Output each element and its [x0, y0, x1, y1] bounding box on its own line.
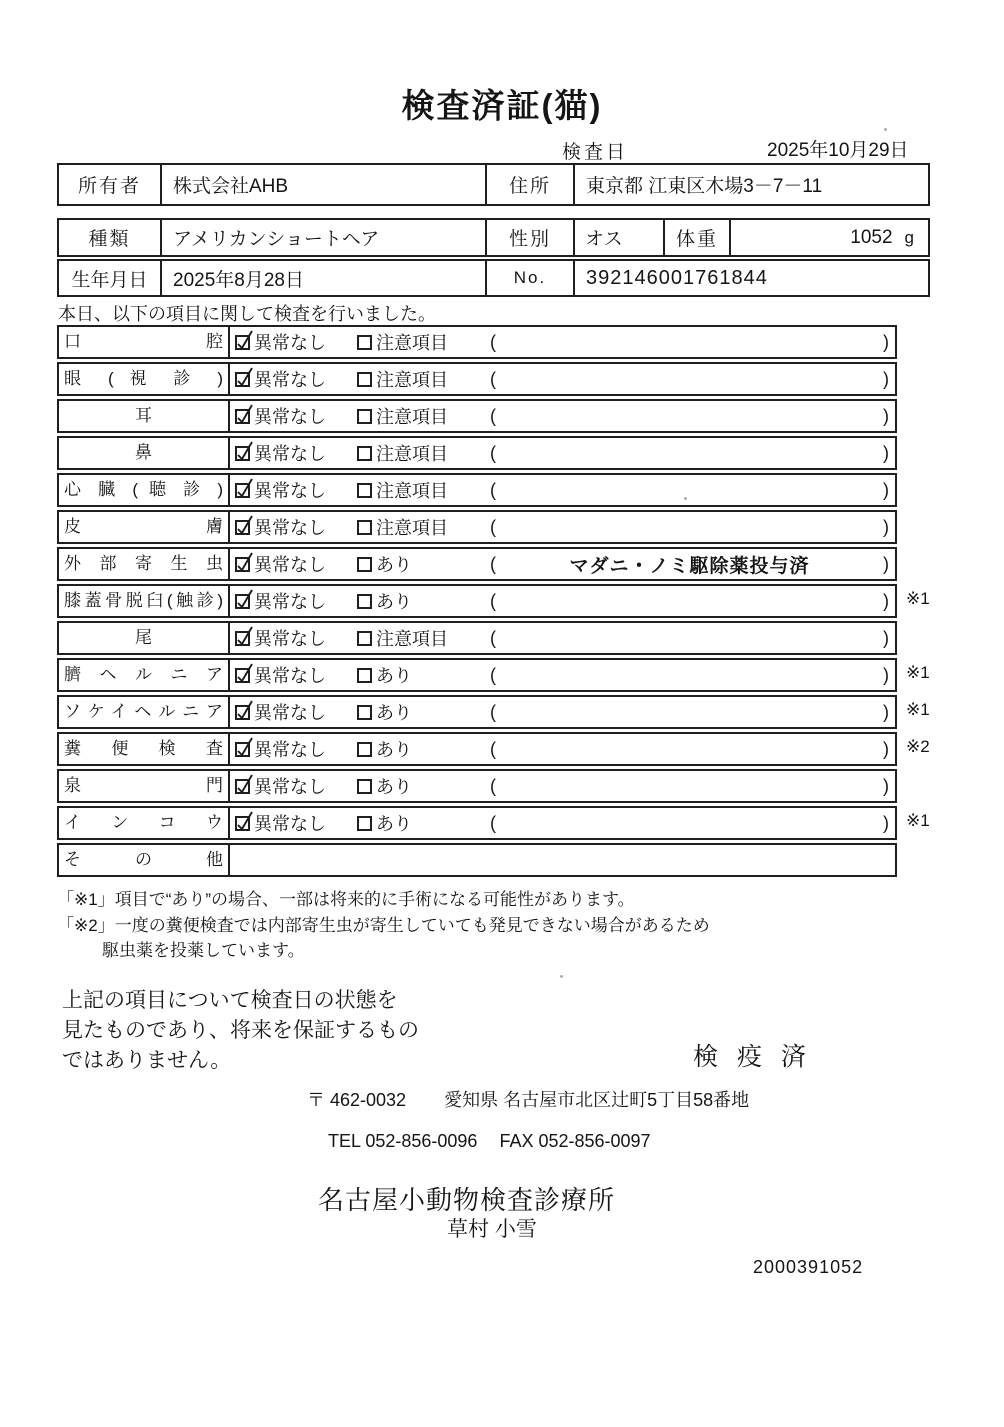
paren-close: ) [883, 442, 889, 463]
row-content [230, 438, 895, 468]
birth-label-text: 生年月日 [71, 269, 148, 291]
checklist-row [57, 843, 897, 877]
result-option-flag-label: 注意項目 [376, 481, 448, 501]
item-label: 膝蓋骨脱臼(触診) [59, 586, 230, 616]
page-title: 検査済証(猫) [401, 87, 603, 124]
result-option-normal [230, 773, 357, 799]
checkbox-unchecked-icon [357, 705, 372, 720]
paren-close: ) [883, 664, 889, 685]
paren-close: ) [883, 812, 889, 833]
scan-speck [884, 128, 887, 131]
result-option-flag [357, 477, 490, 503]
item-label: 鼻 [59, 438, 230, 468]
id-number-label: No. [487, 261, 575, 295]
row-content [230, 327, 895, 357]
footnote-marker: ※1 [906, 589, 930, 608]
item-label: そ の 他 [59, 845, 230, 875]
item-label: 耳 [59, 401, 230, 431]
remarks-field [490, 517, 895, 538]
checklist-row [57, 399, 897, 433]
footnote-marker: ※1 [906, 811, 930, 830]
checkbox-checked-icon [235, 668, 250, 683]
checkbox-checked-icon [235, 631, 250, 646]
item-label: 外 部 寄 生 虫 [59, 549, 230, 579]
result-option-flag-label: 注意項目 [376, 518, 448, 538]
row-content [230, 660, 895, 690]
result-option-flag [357, 551, 490, 577]
paren-open: ( [490, 590, 496, 611]
checkbox-unchecked-icon [357, 779, 372, 794]
paren-close: ) [883, 775, 889, 796]
result-option-normal [230, 551, 357, 577]
remarks-field [490, 551, 895, 578]
checklist-row [57, 362, 897, 396]
result-option-flag [357, 810, 490, 836]
row-content [230, 512, 895, 542]
paren-close: ) [883, 405, 889, 426]
checkbox-unchecked-icon [357, 520, 372, 535]
checklist-row [57, 621, 897, 655]
veterinarian-name: 草村 小雪 [447, 1218, 537, 1241]
checkbox-unchecked-icon [357, 446, 372, 461]
result-option-flag-label: あり [376, 740, 412, 760]
paren-open: ( [490, 627, 496, 648]
checklist-row [57, 769, 897, 803]
checklist-row [57, 325, 897, 359]
result-option-flag [357, 403, 490, 429]
result-option-normal-label: 異常なし [254, 629, 326, 649]
result-option-flag-label: 注意項目 [376, 444, 448, 464]
remarks-field [490, 443, 895, 464]
clinic-postal-code: 〒 462-0032 [307, 1090, 407, 1110]
remarks-field [490, 776, 895, 797]
breed-label: 種類 [59, 220, 162, 255]
result-option-normal [230, 366, 357, 392]
footnote-marker: ※1 [906, 700, 930, 719]
result-option-flag-label: あり [376, 555, 412, 575]
paren-close: ) [883, 368, 889, 389]
checkbox-checked-icon [235, 446, 250, 461]
item-label: 心 臓 ( 聴 診 ) [59, 475, 230, 505]
paren-close: ) [883, 516, 889, 537]
result-option-normal-label: 異常なし [254, 740, 326, 760]
row-content [230, 401, 895, 431]
remarks-field [490, 813, 895, 834]
paren-close: ) [883, 331, 889, 352]
result-option-flag [357, 625, 490, 651]
checkbox-checked-icon [235, 335, 250, 350]
scan-speck [560, 975, 563, 978]
result-option-normal [230, 662, 357, 688]
owner-table [57, 163, 930, 206]
result-option-flag [357, 773, 490, 799]
address-label: 住所 [487, 165, 575, 204]
paren-close: ) [883, 627, 889, 648]
owner-label: 所有者 [59, 165, 162, 204]
result-option-normal-label: 異常なし [254, 370, 326, 390]
result-option-normal-label: 異常なし [254, 814, 326, 834]
result-option-flag [357, 699, 490, 725]
result-option-normal [230, 477, 357, 503]
result-option-normal-label: 異常なし [254, 666, 326, 686]
sex-value: オス [575, 220, 665, 255]
result-option-normal-label: 異常なし [254, 592, 326, 612]
result-option-normal [230, 329, 357, 355]
row-content [230, 364, 895, 394]
disclaimer-line-1: 上記の項目について検査日の状態を [62, 989, 398, 1012]
checklist-row [57, 510, 897, 544]
scan-speck [684, 497, 687, 500]
checkbox-checked-icon [235, 742, 250, 757]
paren-open: ( [490, 479, 496, 500]
item-label: 眼 ( 視 診 ) [59, 364, 230, 394]
checkbox-unchecked-icon [357, 335, 372, 350]
result-option-flag [357, 662, 490, 688]
result-option-normal [230, 403, 357, 429]
checklist-row [57, 806, 930, 840]
paren-open: ( [490, 738, 496, 759]
paren-open: ( [490, 775, 496, 796]
result-option-normal-label: 異常なし [254, 407, 326, 427]
disclaimer-line-2: 見たものであり、将来を保証するもの [62, 1019, 419, 1042]
remarks-field [490, 665, 895, 686]
disclaimer-line-3: ではありません。 [62, 1049, 232, 1072]
serial-number: 2000391052 [753, 1257, 864, 1277]
clinic-address: 愛知県 名古屋市北区辻町5丁目58番地 [444, 1090, 750, 1110]
checklist-row [57, 658, 930, 692]
remarks-field [490, 332, 895, 353]
checkbox-unchecked-icon [357, 409, 372, 424]
result-option-flag [357, 588, 490, 614]
checkbox-unchecked-icon [357, 668, 372, 683]
result-option-flag-label: 注意項目 [376, 370, 448, 390]
paren-close: ) [883, 553, 889, 574]
quarantine-stamp: 検 疫 済 [693, 1043, 812, 1071]
paren-close: ) [883, 738, 889, 759]
row-content [230, 734, 895, 764]
paren-open: ( [490, 664, 496, 685]
footnote-marker: ※2 [906, 737, 930, 756]
paren-open: ( [490, 368, 496, 389]
result-option-normal-label: 異常なし [254, 777, 326, 797]
remarks-field [490, 406, 895, 427]
checkbox-unchecked-icon [357, 483, 372, 498]
result-option-flag-label: あり [376, 703, 412, 723]
remarks-field [490, 369, 895, 390]
item-label: 口 腔 [59, 327, 230, 357]
paren-close: ) [883, 701, 889, 722]
item-label: 皮 膚 [59, 512, 230, 542]
owner-value: 株式会社AHB [162, 165, 487, 204]
remarks-field [490, 702, 895, 723]
footnote-1: 「※1」項目で“あり”の場合、一部は将来的に手術になる可能性があります。 [57, 890, 635, 909]
checkbox-checked-icon [235, 557, 250, 572]
remarks-field [490, 628, 895, 649]
row-content [230, 697, 895, 727]
checkbox-unchecked-icon [357, 557, 372, 572]
checklist-table [57, 325, 930, 880]
result-option-flag [357, 440, 490, 466]
paren-open: ( [490, 405, 496, 426]
result-option-normal [230, 625, 357, 651]
checkbox-checked-icon [235, 520, 250, 535]
result-option-normal-label: 異常なし [254, 518, 326, 538]
paren-open: ( [490, 553, 496, 574]
checklist-row [57, 732, 930, 766]
checkbox-unchecked-icon [357, 816, 372, 831]
result-option-flag [357, 366, 490, 392]
paren-close: ) [883, 479, 889, 500]
checkbox-checked-icon [235, 409, 250, 424]
weight-label: 体重 [665, 220, 731, 255]
checkbox-checked-icon [235, 483, 250, 498]
breed-value: アメリカンショートヘア [162, 220, 487, 255]
result-option-flag [357, 514, 490, 540]
footnote-2-line-2: 駆虫薬を投薬しています。 [102, 941, 305, 960]
clinic-tel: TEL 052-856-0096 [328, 1131, 478, 1151]
sex-label: 性別 [487, 220, 575, 255]
item-label: 尾 [59, 623, 230, 653]
result-option-flag-label: 注意項目 [376, 629, 448, 649]
row-content [230, 586, 895, 616]
result-option-normal-label: 異常なし [254, 333, 326, 353]
paren-open: ( [490, 701, 496, 722]
pet-info-row-1 [57, 218, 930, 257]
checkbox-checked-icon [235, 705, 250, 720]
item-label: 臍 ヘ ル ニ ア [59, 660, 230, 690]
inspection-date-value: 2025年10月29日 [767, 140, 909, 161]
row-content [230, 771, 895, 801]
checklist-row [57, 584, 930, 618]
checkbox-unchecked-icon [357, 742, 372, 757]
clinic-address-line [307, 1086, 749, 1112]
weight-value-cell [731, 220, 928, 255]
checkbox-checked-icon [235, 372, 250, 387]
checklist-row [57, 547, 897, 581]
item-label: 泉 門 [59, 771, 230, 801]
result-option-normal [230, 514, 357, 540]
result-option-flag [357, 736, 490, 762]
result-option-flag [357, 329, 490, 355]
checklist-row [57, 473, 897, 507]
paren-open: ( [490, 812, 496, 833]
row-content [230, 623, 895, 653]
item-label: 糞 便 検 査 [59, 734, 230, 764]
footnote-marker: ※1 [906, 663, 930, 682]
checkbox-checked-icon [235, 779, 250, 794]
clinic-fax: FAX 052-856-0097 [499, 1131, 651, 1151]
footnote-2-line-1: 「※2」一度の糞便検査では内部寄生虫が寄生していても発見できない場合があるため [57, 916, 710, 935]
birth-label [59, 261, 162, 295]
result-option-flag-label: 注意項目 [376, 407, 448, 427]
paren-open: ( [490, 516, 496, 537]
result-option-normal-label: 異常なし [254, 555, 326, 575]
remarks-text: マダニ・ノミ駆除薬投与済 [569, 555, 810, 577]
result-option-normal [230, 440, 357, 466]
checkbox-unchecked-icon [357, 594, 372, 609]
row-content [230, 475, 895, 505]
birth-value: 2025年8月28日 [162, 261, 487, 295]
result-option-normal [230, 699, 357, 725]
paren-open: ( [490, 331, 496, 352]
checkbox-unchecked-icon [357, 631, 372, 646]
checkbox-unchecked-icon [357, 372, 372, 387]
result-option-flag-label: 注意項目 [376, 333, 448, 353]
pet-info-row-2 [57, 259, 930, 297]
result-option-normal-label: 異常なし [254, 481, 326, 501]
result-option-normal [230, 588, 357, 614]
checklist-row [57, 436, 897, 470]
id-number-value: 392146001761844 [586, 266, 768, 289]
remarks-field [490, 739, 895, 760]
weight-value: 1052 [850, 226, 893, 248]
checkbox-checked-icon [235, 816, 250, 831]
result-option-flag-label: あり [376, 592, 412, 612]
remarks-field [490, 591, 895, 612]
result-option-flag-label: あり [376, 777, 412, 797]
clinic-name: 名古屋小動物検査診療所 [318, 1185, 616, 1215]
result-option-normal-label: 異常なし [254, 703, 326, 723]
checklist-row [57, 695, 930, 729]
paren-close: ) [883, 590, 889, 611]
remarks-field [490, 480, 895, 501]
result-option-normal-label: 異常なし [254, 444, 326, 464]
paren-open: ( [490, 442, 496, 463]
weight-unit: g [904, 227, 914, 247]
clinic-tel-line [328, 1131, 651, 1152]
item-label: ソケイヘルニア [59, 697, 230, 727]
row-content [230, 549, 895, 579]
inspection-date-label: 検査日 [562, 142, 629, 163]
checkbox-checked-icon [235, 594, 250, 609]
intro-text: 本日、以下の項目に関して検査を行いました。 [58, 304, 436, 324]
result-option-normal [230, 736, 357, 762]
address-value: 東京都 江東区木場3－7－11 [586, 176, 823, 197]
disclaimer-paragraph [62, 986, 419, 1076]
item-label: イ ン コ ウ [59, 808, 230, 838]
row-content [230, 808, 895, 838]
result-option-flag-label: あり [376, 666, 412, 686]
result-option-normal [230, 810, 357, 836]
result-option-flag-label: あり [376, 814, 412, 834]
